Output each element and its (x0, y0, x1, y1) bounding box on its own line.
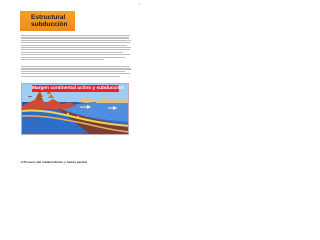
text-line (21, 37, 129, 38)
document-title (31, 14, 67, 29)
text-line (21, 57, 125, 58)
text-line (21, 73, 130, 74)
title-line-1: Estructural (31, 14, 66, 21)
text-line (21, 66, 129, 67)
text-line (21, 49, 130, 50)
text-line (21, 52, 123, 53)
text-line (21, 47, 131, 48)
title-block (20, 11, 80, 31)
text-line (21, 45, 127, 46)
text-line (21, 54, 130, 55)
text-line (21, 68, 131, 69)
diagram-title: Margen continental activo y subducción (32, 86, 124, 91)
text-line (21, 35, 130, 36)
intro-paragraph (21, 35, 131, 61)
text-line (21, 76, 120, 77)
subduction-diagram (21, 83, 129, 135)
secondary-paragraph (21, 66, 131, 78)
text-line (21, 71, 125, 72)
text-line (21, 42, 130, 43)
text-line (21, 59, 104, 60)
text-line (21, 40, 131, 41)
title-line-2: subducción (31, 21, 68, 29)
page-number: 1 (138, 3, 140, 6)
section-heading: 2.Proceso del metamorfismo y fusión parcial (21, 160, 87, 164)
